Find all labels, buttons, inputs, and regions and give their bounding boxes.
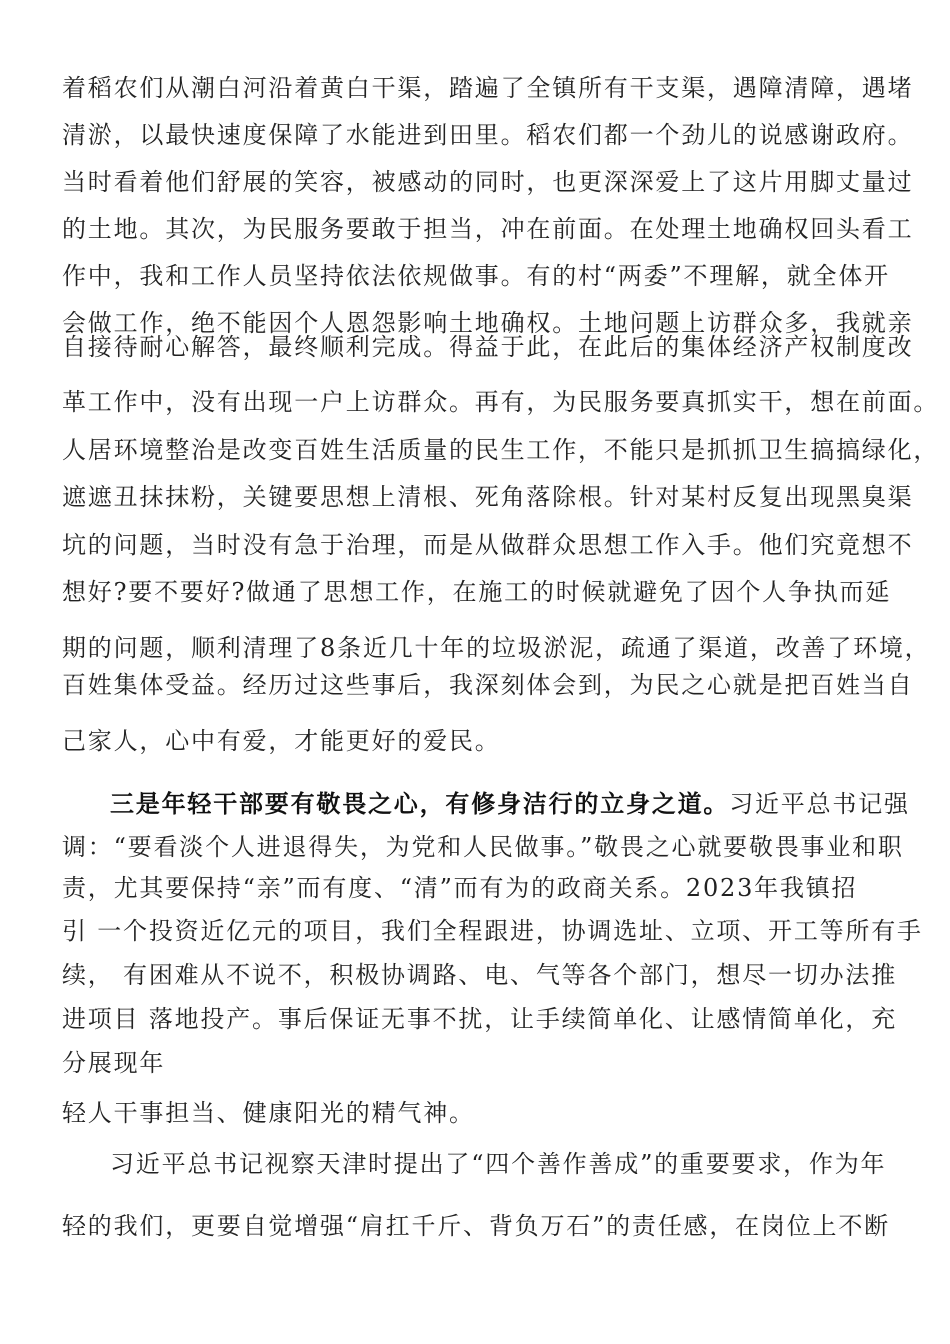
text-line: 分展现年 [62,1049,166,1077]
text-line: 己家人，心中有爱，才能更好的爱民。 [62,727,501,755]
text-line: 责，尤其要保持“亲”而有度、“清”而有为的政商关系。2023年我镇招 [62,874,858,902]
text-line: 作中，我和工作人员坚持依法依规做事。有的村“两委”不理解，就全体开 [62,262,890,290]
text-line: 清淤，以最快速度保障了水能进到田里。稻农们都一个劲儿的说感谢政府。 [62,121,914,149]
section-heading: 三是年轻干部要有敬畏之心，有修身洁行的立身之道。 [110,789,730,818]
paragraph-first-line: 习近平总书记视察天津时提出了“四个善作善成”的重要要求，作为年 [110,1150,887,1178]
text-line: 会做工作，绝不能因个人恩怨影响土地确权。土地问题上访群众多，我就亲 [62,309,914,337]
text-line: 调：“要看淡个人进退得失，为党和人民做事。”敬畏之心就要敬畏事业和职 [62,833,904,861]
text-line: 轻的我们，更要自觉增强“肩扛千斤、背负万石”的责任感，在岗位上不断 [62,1212,890,1240]
text-line: 自接待耐心解答，最终顺利完成。得益于此，在此后的集体经济产权制度改 [62,333,914,361]
text-line: 引 一个投资近亿元的项目，我们全程跟进，协调选址、立项、开工等所有手 [62,917,923,945]
text-line: 轻人干事担当、健康阳光的精气神。 [62,1099,475,1127]
text-line: 的土地。其次，为民服务要敢于担当，冲在前面。在处理土地确权回头看工 [62,215,914,243]
section-heading-line [110,784,910,824]
text-line: 百姓集体受益。经历过这些事后，我深刻体会到，为民之心就是把百姓当自 [62,671,914,699]
heading-continuation: 习近平总书记强 [729,790,910,818]
text-line: 着稻农们从潮白河沿着黄白干渠，踏遍了全镇所有干支渠，遇障清障，遇堵 [62,74,914,102]
text-line: 期的问题，顺利清理了8条近几十年的垃圾淤泥，疏通了渠道，改善了环境， [62,634,931,662]
text-line: 坑的问题，当时没有急于治理，而是从做群众思想工作入手。他们究竟想不 [62,531,914,559]
text-line: 想好?要不要好?做通了思想工作，在施工的时候就避免了因个人争执而延 [62,578,892,606]
text-line: 遮遮丑抹抹粉，关键要思想上清根、死角落除根。针对某村反复出现黑臭渠 [62,483,914,511]
text-line: 人居环境整治是改变百姓生活质量的民生工作，不能只是抓抓卫生搞搞绿化， [62,436,940,464]
text-line: 续， 有困难从不说不，积极协调路、电、气等各个部门，想尽一切办法推 [62,961,898,989]
text-line: 当时看着他们舒展的笑容，被感动的同时，也更深深爱上了这片用脚丈量过 [62,168,914,196]
text-line: 进项目 落地投产。事后保证无事不扰，让手续简单化、让感情简单化，充 [62,1005,898,1033]
text-line: 革工作中，没有出现一户上访群众。再有，为民服务要真抓实干，想在前面。 [62,388,940,416]
